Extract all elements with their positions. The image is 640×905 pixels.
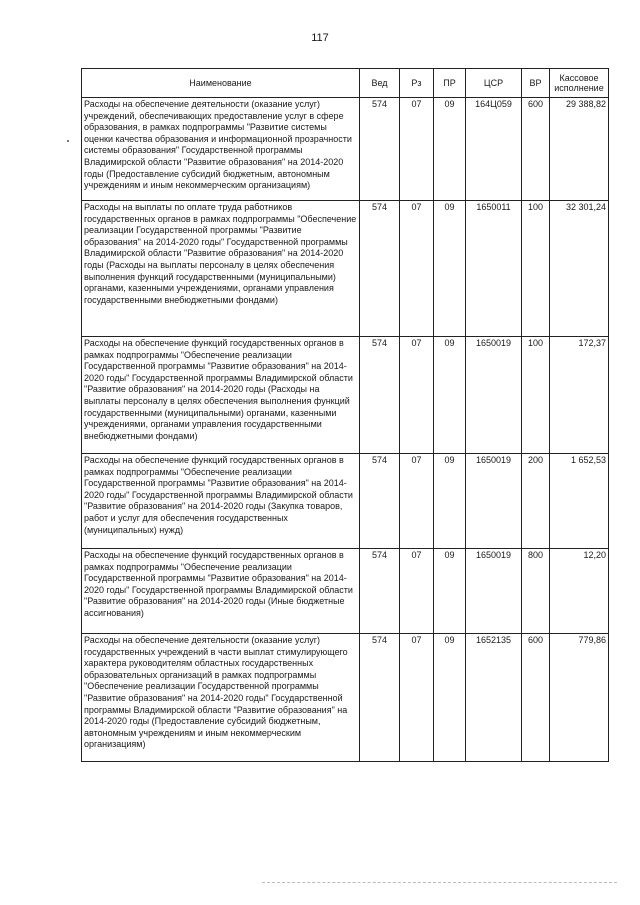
- row-csr: 1652135: [466, 634, 522, 762]
- row-pr: 09: [434, 98, 466, 201]
- header-vr: ВР: [522, 69, 550, 98]
- table-row: [82, 549, 609, 634]
- row-rz: 07: [400, 98, 434, 201]
- header-row: [82, 69, 609, 98]
- row-pr: 09: [434, 454, 466, 549]
- row-csr: 164Ц059: [466, 98, 522, 201]
- row-csr: 1650019: [466, 549, 522, 634]
- row-rz: 07: [400, 201, 434, 337]
- row-vr: 600: [522, 634, 550, 762]
- row-rz: 07: [400, 549, 434, 634]
- row-ved: 574: [360, 337, 400, 454]
- row-pr: 09: [434, 201, 466, 337]
- header-amount: Кассовое исполнение: [550, 69, 609, 98]
- row-amount: 779,86: [550, 634, 609, 762]
- row-ved: 574: [360, 454, 400, 549]
- row-pr: 09: [434, 337, 466, 454]
- row-name: Расходы на обеспечение функций государственных органов в рамках подпрограммы "Обеспечение реализации Государственной программы "Развитие образования" на 2014-2020 годы" Государственной программы Владимирской области "Развитие образования" на 2014-2020 годы (Расходы на выплаты персоналу в целях обеспечения выполнения функций государственными (муниципальными) органами, казенными учреждениями, органами управления государственными внебюджетными фондами): [82, 337, 360, 454]
- row-amount: 172,37: [550, 337, 609, 454]
- row-name: Расходы на обеспечение деятельности (оказание услуг) учреждений, обеспечивающих предоставление услуг в сфере образования, в рамках подпрограммы "Развитие системы оценки качества образования и информационной прозрачности системы образования" Государственной программы Владимирской области "Развитие образования" на 2014-2020 годы (Предоставление субсидий бюджетным, автономным учреждениям и иным некоммерческим организациям): [82, 98, 360, 201]
- row-vr: 100: [522, 201, 550, 337]
- row-name: Расходы на обеспечение функций государственных органов в рамках подпрограммы "Обеспечение реализации Государственной программы "Развитие образования" на 2014-2020 годы" Государственной программы Владимирской области "Развитие образования" на 2014-2020 годы (Закупка товаров, работ и услуг для обеспечения государственных (муниципальных) нужд): [82, 454, 360, 549]
- row-csr: 1650011: [466, 201, 522, 337]
- header-rz: Рз: [400, 69, 434, 98]
- header-csr: ЦСР: [466, 69, 522, 98]
- row-amount: 29 388,82: [550, 98, 609, 201]
- row-pr: 09: [434, 549, 466, 634]
- header-ved: Вед: [360, 69, 400, 98]
- budget-table: [81, 68, 609, 762]
- row-rz: 07: [400, 337, 434, 454]
- row-amount: 12,20: [550, 549, 609, 634]
- row-pr: 09: [434, 634, 466, 762]
- row-csr: 1650019: [466, 337, 522, 454]
- row-ved: 574: [360, 98, 400, 201]
- table-row: [82, 634, 609, 762]
- row-rz: 07: [400, 634, 434, 762]
- scan-mark: [67, 140, 69, 142]
- row-vr: 600: [522, 98, 550, 201]
- table-row: [82, 201, 609, 337]
- row-name: Расходы на обеспечение деятельности (оказание услуг) государственных учреждений в части выплат стимулирующего характера руководителям областных государственных образовательных организаций в рамках подпрограммы "Обеспечение реализации Государственной программы "Развитие образования" на 2014-2020 годы" Государственной программы Владимирской области "Развитие образования" на 2014-2020 годы (Предоставление субсидий бюджетным, автономным учреждениям и иным некоммерческим организациям): [82, 634, 360, 762]
- row-ved: 574: [360, 549, 400, 634]
- row-ved: 574: [360, 201, 400, 337]
- row-vr: 100: [522, 337, 550, 454]
- row-vr: 200: [522, 454, 550, 549]
- row-amount: 1 652,53: [550, 454, 609, 549]
- table-row: [82, 98, 609, 201]
- row-csr: 1650019: [466, 454, 522, 549]
- table-row: [82, 454, 609, 549]
- row-name: Расходы на обеспечение функций государственных органов в рамках подпрограммы "Обеспечение реализации Государственной программы "Развитие образования" на 2014-2020 годы" Государственной программы Владимирской области "Развитие образования" на 2014-2020 годы (Иные бюджетные ассигнования): [82, 549, 360, 634]
- row-ved: 574: [360, 634, 400, 762]
- header-pr: ПР: [434, 69, 466, 98]
- table-row: [82, 337, 609, 454]
- header-name: Наименование: [82, 69, 360, 98]
- row-name: Расходы на выплаты по оплате труда работников государственных органов в рамках подпрограммы "Обеспечение реализации Государственной программы "Развитие образования" на 2014-2020 годы" Государственной программы Владимирской области "Развитие образования" на 2014-2020 годы (Расходы на выплаты персоналу в целях обеспечения выполнения функций государственными (муниципальными) органами, казенными учреждениями, органами управления государственными внебюджетными фондами): [82, 201, 360, 337]
- row-vr: 800: [522, 549, 550, 634]
- row-rz: 07: [400, 454, 434, 549]
- row-amount: 32 301,24: [550, 201, 609, 337]
- page-number: 117: [311, 32, 329, 44]
- page-bottom-rule: [262, 882, 617, 883]
